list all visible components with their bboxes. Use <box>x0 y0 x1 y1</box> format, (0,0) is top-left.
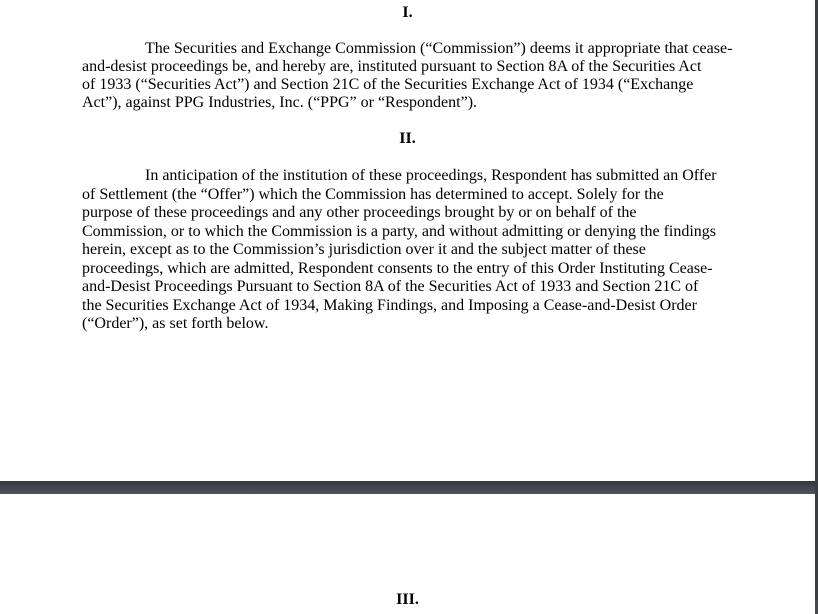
paragraph-2-line: and-Desist Proceedings Pursuant to Section 8A of the Securities Act of 1933 and Section 21C of <box>82 278 699 295</box>
paragraph-1-line: and-desist proceedings be, and hereby are, instituted pursuant to Section 8A of the Securities Act <box>82 58 702 75</box>
paragraph-2-line: proceedings, which are admitted, Respondent consents to the entry of this Order Instituting Cease- <box>82 259 713 277</box>
paragraph-2-line: purpose of these proceedings and any other proceedings brought by or on behalf of the <box>82 204 637 221</box>
section-heading-3: III. <box>396 591 419 608</box>
section-heading-2: II. <box>399 130 416 147</box>
paragraph-2-line: In anticipation of the institution of these proceedings, Respondent has submitted an Offer <box>145 167 717 184</box>
section-heading-1: I. <box>402 4 413 21</box>
paragraph-2-line: the Securities Exchange Act of 1934, Making Findings, and Imposing a Cease-and-Desist Order <box>82 296 697 314</box>
paragraph-1-line: The Securities and Exchange Commission (“Commission”) deems it appropriate that cease- <box>145 40 733 57</box>
pdf-page-2 <box>0 494 815 614</box>
paragraph-2-line: Commission, or to which the Commission is a party, and without admitting or denying the findings <box>82 222 717 240</box>
page-separator <box>0 481 818 494</box>
paragraph-2-line: (“Order”), as set forth below. <box>82 315 269 332</box>
paragraph-2-line: of Settlement (the “Offer”) which the Commission has determined to accept. Solely for the <box>82 185 664 203</box>
paragraph-1-line: Act”), against PPG Industries, Inc. (“PPG” or “Respondent”). <box>82 94 478 111</box>
paragraph-2-line: herein, except as to the Commission’s jurisdiction over it and the subject matter of these <box>82 241 646 258</box>
paragraph-1-line: of 1933 (“Securities Act”) and Section 21C of the Securities Exchange Act of 1934 (“Exchange <box>82 76 694 93</box>
